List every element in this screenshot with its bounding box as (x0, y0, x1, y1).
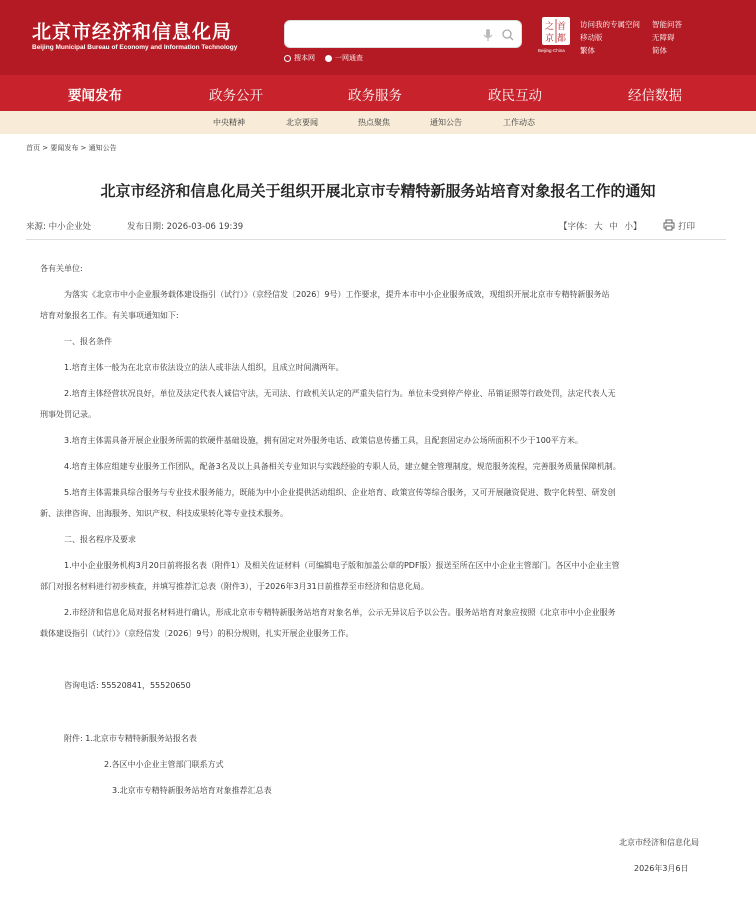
capital-emblem-caption: Beijing·China (538, 48, 565, 53)
site-header (0, 0, 756, 75)
article-date: 发布日期: 2026-03-06 19:39 (127, 222, 244, 232)
printer-icon[interactable] (663, 219, 675, 231)
nav-public-affairs[interactable]: 政务公开 (209, 88, 263, 104)
accessibility-link[interactable]: 无障碍 (652, 33, 675, 42)
main-nav (0, 75, 756, 111)
section-2-heading: 二、报名程序及要求 (64, 535, 136, 544)
procedure-1-line-2: 部门对报名材料进行初步核查，并填写推荐汇总表（附件3），于2026年3月31日前推荐至市经济和信息化局。 (40, 582, 429, 591)
svg-text:京: 京 (545, 34, 555, 44)
scope-all-sites[interactable] (325, 53, 363, 63)
capital-emblem (542, 17, 570, 45)
microphone-icon[interactable] (481, 27, 495, 43)
font-size-label: 【字体: (559, 222, 588, 232)
svg-text:之: 之 (545, 22, 555, 32)
greeting: 各有关单位: (40, 264, 83, 273)
nav-data[interactable]: 经信数据 (628, 88, 682, 104)
site-logo-subtitle: Beijing Municipal Bureau of Economy and Information Technology (32, 44, 238, 51)
capital-emblem-icon (542, 17, 570, 45)
search-box (284, 20, 522, 48)
visit-space-link[interactable]: 访问我的专属空间 (580, 20, 640, 29)
condition-1: 1.培育主体一般为在北京市依法设立的法人或非法人组织，且成立时间满两年。 (64, 363, 344, 372)
attachment-2-link[interactable]: 2.各区中小企业主管部门联系方式 (104, 760, 224, 769)
subnav-central-spirit[interactable]: 中央精神 (213, 118, 245, 127)
procedure-1-line-1: 1.中小企业服务机构3月20日前将报名表（附件1）及相关佐证材料（可编辑电子版和加盖公章的PDF版）报送至所在区中小企业主管部门。各区中小企业主管 (64, 561, 620, 570)
article-title: 北京市经济和信息化局关于组织开展北京市专精特新服务站培育对象报名工作的通知 (100, 182, 656, 200)
contact-phone: 咨询电话: 55520841，55520650 (64, 681, 191, 690)
procedure-2-line-2: 载体建设指引（试行）》（京经信发〔2026〕9号）的积分规则，扎实开展企业服务工作。 (40, 629, 354, 638)
print-button[interactable]: 打印 (678, 222, 696, 232)
intro-line-2: 培育对象报名工作。有关事项通知如下: (40, 311, 179, 320)
condition-4: 4.培育主体应组建专业服务工作团队，配备3名及以上具备相关专业知识与实践经验的专职人员，建立健全管理制度，规范服务流程，完善服务质量保障机制。 (64, 462, 621, 471)
subnav-hot-topics[interactable]: 热点聚焦 (358, 118, 390, 127)
breadcrumb[interactable]: 首页 > 要闻发布 > 通知公告 (26, 144, 117, 152)
traditional-chinese-link[interactable]: 繁体 (580, 46, 595, 55)
condition-5-line-1: 5.培育主体需兼具综合服务与专业技术服务能力，既能为中小企业提供活动组织、企业培育、政策宣传等综合服务，又可开展融资促进、数字化转型、研发创 (64, 488, 616, 497)
nav-interaction[interactable]: 政民互动 (488, 88, 542, 104)
meta-divider (26, 239, 726, 240)
search-icon[interactable] (501, 27, 515, 43)
scope-all-label: 一网通查 (335, 54, 363, 62)
condition-3: 3.培育主体需具备开展企业服务所需的软硬件基础设施，拥有固定对外服务电话、政策信息传播工具，且配套固定办公场所面积不少于100平方米。 (64, 436, 583, 445)
svg-text:都: 都 (557, 34, 567, 44)
nav-gov-services[interactable]: 政务服务 (348, 88, 402, 104)
smart-qa-link[interactable]: 智能问答 (652, 20, 682, 29)
font-medium-button[interactable]: 中 (609, 222, 618, 232)
font-size-control (557, 220, 644, 232)
scope-this-label: 搜本网 (294, 54, 315, 62)
subnav-beijing-news[interactable]: 北京要闻 (286, 118, 318, 127)
intro-line-1: 为落实《北京市中小企业服务载体建设指引（试行）》（京经信发〔2026〕9号）工作要求，提升本市中小企业服务成效，现组织开展北京市专精特新服务站 (64, 290, 610, 299)
condition-2-line-2: 刑事处罚记录。 (40, 410, 96, 419)
attachment-3-link[interactable]: 3.北京市专精特新服务站培育对象推荐汇总表 (112, 786, 272, 795)
condition-2-line-1: 2.培育主体经营状况良好，单位及法定代表人诚信守法，无司法、行政机关认定的严重失信行为。单位未受到停产停业、吊销证照等行政处罚，法定代表人无 (64, 389, 616, 398)
simplified-chinese-link[interactable]: 简体 (652, 46, 667, 55)
section-1-heading: 一、报名条件 (64, 337, 112, 346)
signature-org: 北京市经济和信息化局 (619, 838, 699, 847)
radio-filled-icon (325, 55, 332, 62)
subnav-work-updates[interactable]: 工作动态 (503, 118, 535, 127)
font-small-button[interactable]: 小】 (624, 222, 642, 232)
sub-nav (0, 111, 756, 134)
nav-news[interactable]: 要闻发布 (68, 88, 122, 104)
condition-5-line-2: 新、法律咨询、出海服务、知识产权、科技成果转化等专业技术服务。 (40, 509, 288, 518)
attachment-1-link[interactable]: 附件: 1.北京市专精特新服务站报名表 (64, 734, 197, 743)
svg-text:首: 首 (557, 22, 567, 32)
font-large-button[interactable]: 大 (594, 222, 603, 232)
mobile-version-link[interactable]: 移动版 (580, 33, 603, 42)
search-input[interactable] (293, 26, 473, 44)
procedure-2-line-1: 2.市经济和信息化局对报名材料进行确认，形成北京市专精特新服务站培育对象名单，公示无异议后予以公告。服务站培育对象应按照《北京市中小企业服务 (64, 608, 616, 617)
scope-this-site[interactable] (284, 53, 315, 63)
article-source: 来源: 中小企业处 (26, 222, 92, 232)
signature-date: 2026年3月6日 (634, 864, 689, 873)
site-logo-title[interactable]: 北京市经济和信息化局 (32, 21, 233, 43)
subnav-notices[interactable]: 通知公告 (430, 118, 462, 127)
radio-empty-icon (284, 55, 291, 62)
